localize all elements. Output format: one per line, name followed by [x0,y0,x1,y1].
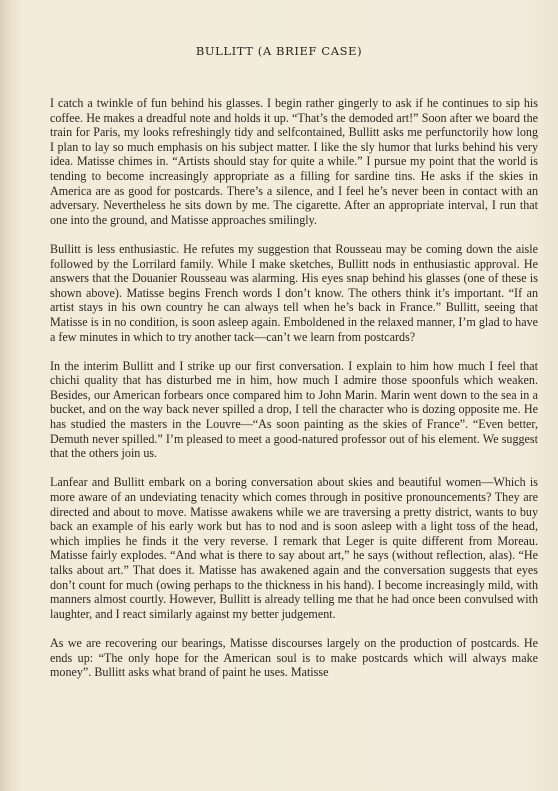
page-title: BULLITT (A BRIEF CASE) [195,44,363,58]
paragraph-2: Bullitt is less enthusiastic. He refutes my suggestion that Rousseau may be coming down the aisle followed by the Lorrilard family. While I make sketches, Bullitt nods in enthusiastic approval. He answers that the Douanier Rousseau was alarming. His eyes snap behind his glasses (one of these is shown above). Matisse begins French words I don’t know. The others think it’s important. “If an artist stays in his own country he can always tell when he’s back in France.” Bullitt, seeing that Matisse is in no condition, is soon asleep again. Emboldened in the relaxed manner, I’m glad to have a few minutes in which to try another tack—can’t we learn from postcards? [50,241,538,344]
paragraph-5: As we are recovering our bearings, Matisse discourses largely on the production of postcards. He ends up: “The only hope for the American soul is to make postcards which will always make money”. Bullitt asks what brand of paint he uses. Matisse [50,635,538,680]
paragraph-1: I catch a twinkle of fun behind his glasses. I begin rather gingerly to ask if he continues to sip his coffee. He makes a dreadful note and holds it up. “That’s the demoded art!” Soon after we board the train for Paris, my looks refreshingly tidy and selfcontained, Bullitt asks me perfunctorily how long I plan to lay so much emphasis on his subject matter. I like the sly humor that lurks behind his very idea. Matisse chimes in. “Artists should stay for quite a while.” I pursue my point that the world is tending to become increasingly appropriate as a filling for sardine tins. He asks if the skies in America are as good for postcards. There’s a silence, and I feel he’s never been in contact with an adversary. Nevertheless he sits down by me. The cigarette. After an appropriate interval, I run that one into the ground, and Matisse approaches smilingly. [50,96,538,227]
paragraph-4: Lanfear and Bullitt embark on a boring conversation about skies and beautiful women—Which is more aware of an undeviating tenacity which comes through in positive pronouncements? They are directed and about to move. Matisse awakens while we are traversing a pretty district, wants to buy back an example of his early work but has to nod and is soon asleep with a light toss of the head, which implies he finds it the very reverse. I remark that Leger is quite different from Moreau. Matisse fairly explodes. “And what is there to say about art,” he says (without reflection, alas). “He talks about art.” That does it. Matisse has awakened again and the conversation suggests that eyes don’t count for much (owing perhaps to the thickness in his hand). I become increasingly mild, with manners almost courtly. However, Bullitt is already telling me that he had once been convulsed with laughter, and I react similarly against my better judgement. [50,475,538,621]
paragraph-3: In the interim Bullitt and I strike up our first conversation. I explain to him how much I feel that chichi quality that has disturbed me in him, how much I admire those spoonfuls which weaken. Besides, our American forbears once compared him to John Marin. Marin went down to the sea in a bucket, and on the way back never spilled a drop, I tell the character who is dozing opposite me. He has studied the masters in the Louvre—“As soon painting as the skies of France”. “Even better, Demuth never spilled.” I’m pleased to meet a good-natured professor out of his element. We suggest that the others join us. [50,358,538,461]
body-text [50,96,538,680]
